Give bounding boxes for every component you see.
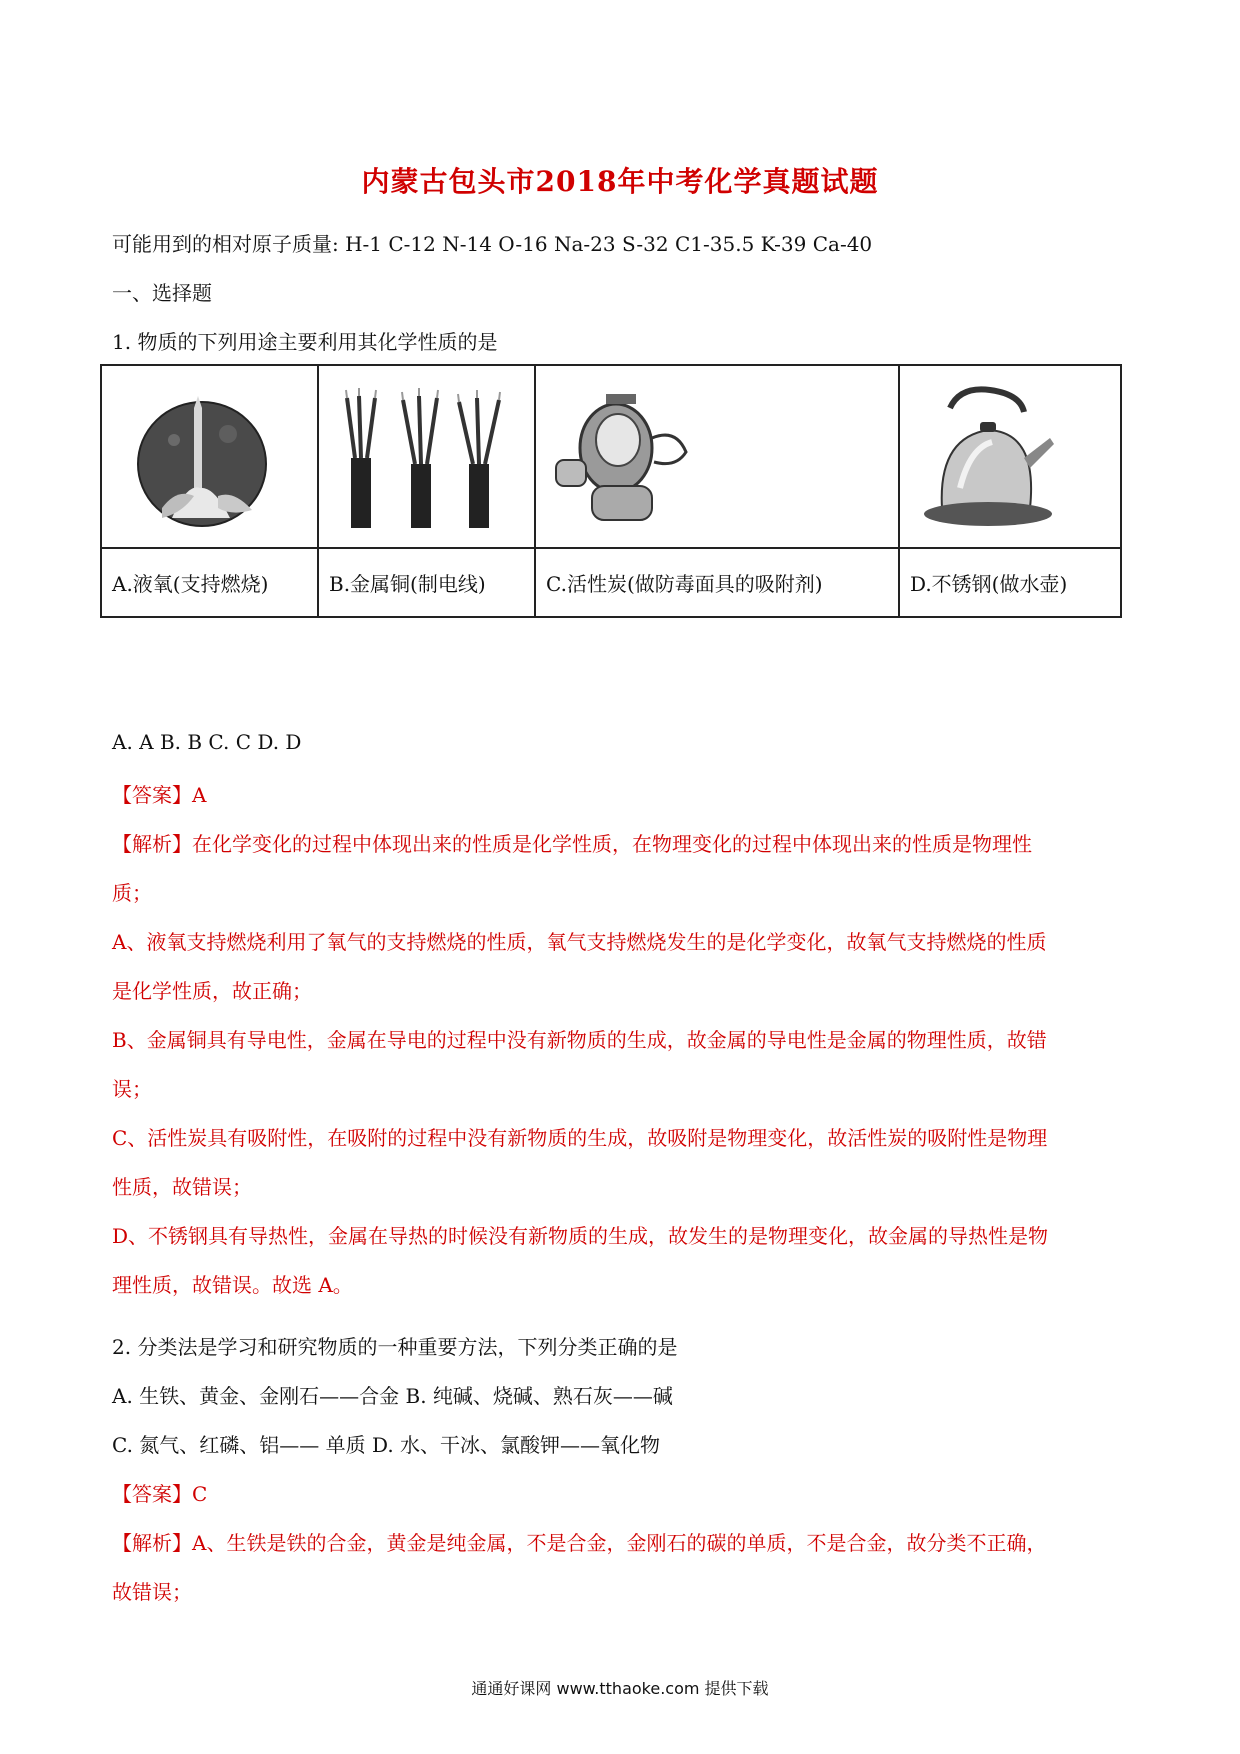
question-1-stem: 1. 物质的下列用途主要利用其化学性质的是 xyxy=(112,330,498,354)
question-1-options-table xyxy=(100,364,1122,618)
question-2-options-line: A. 生铁、黄金、金刚石——合金 B. 纯碱、烧碱、熟石灰——碱 xyxy=(112,1384,673,1408)
question-1-analysis-line: 误； xyxy=(112,1077,152,1101)
analysis-text: 在化学变化的过程中体现出来的性质是化学性质，在物理变化的过程中体现出来的性质是物理性 xyxy=(192,832,1032,856)
question-1-answer xyxy=(112,779,206,808)
question-2-analysis-line xyxy=(112,1527,1046,1556)
question-2-answer xyxy=(112,1478,207,1507)
atomic-masses-line: 可能用到的相对原子质量: H-1 C-12 N-14 O-16 Na-23 S-32 C1-35.5 K-39 Ca-40 xyxy=(112,232,873,256)
question-1-analysis-line: 质； xyxy=(112,881,152,905)
question-1-analysis-line: 理性质，故错误。故选 A。 xyxy=(112,1273,353,1297)
copper-cable-image xyxy=(318,365,535,548)
page-footer: 通通好课网 www.tthaoke.com 提供下载 xyxy=(471,1679,769,1698)
analysis-tag: 【解析】 xyxy=(112,832,192,856)
kettle-image xyxy=(899,365,1121,548)
option-a-caption: A.液氧(支持燃烧) xyxy=(101,548,318,617)
answer-tag: 【答案】 xyxy=(112,783,192,807)
question-1-choices: A. A B. B C. C D. D xyxy=(112,730,302,754)
option-b-caption: B.金属铜(制电线) xyxy=(318,548,535,617)
question-2-options-line: C. 氮气、红磷、铝—— 单质 D. 水、干冰、氯酸钾——氧化物 xyxy=(112,1433,661,1457)
option-c-caption: C.活性炭(做防毒面具的吸附剂) xyxy=(535,548,899,617)
question-2-stem: 2. 分类法是学习和研究物质的一种重要方法，下列分类正确的是 xyxy=(112,1335,678,1359)
question-1-analysis-line: D、不锈钢具有导热性，金属在导热的时候没有新物质的生成，故发生的是物理变化，故金属的导热性是物 xyxy=(112,1224,1049,1248)
answer-tag: 【答案】 xyxy=(112,1482,192,1506)
question-2-analysis-line: 故错误； xyxy=(112,1580,192,1604)
rocket-launch-image xyxy=(101,365,318,548)
answer-value: C xyxy=(192,1482,208,1506)
question-1-analysis-line xyxy=(112,828,1032,857)
option-d-caption: D.不锈钢(做水壶) xyxy=(899,548,1121,617)
question-1-analysis-line: A、液氧支持燃烧利用了氧气的支持燃烧的性质，氧气支持燃烧发生的是化学变化，故氧气支持燃烧的性质 xyxy=(112,930,1047,954)
question-1-analysis-line: 性质，故错误； xyxy=(112,1175,252,1199)
page-title: 内蒙古包头市2018年中考化学真题试题 xyxy=(361,165,879,198)
analysis-tag: 【解析】 xyxy=(112,1531,192,1555)
answer-value: A xyxy=(192,783,207,807)
question-1-analysis-line: 是化学性质，故正确； xyxy=(112,979,312,1003)
question-1-analysis-line: C、活性炭具有吸附性，在吸附的过程中没有新物质的生成，故吸附是物理变化，故活性炭的吸附性是物理 xyxy=(112,1126,1048,1150)
section-heading: 一、选择题 xyxy=(112,281,212,305)
gas-mask-image xyxy=(535,365,899,548)
analysis-text: A、生铁是铁的合金，黄金是纯金属，不是合金，金刚石的碳的单质，不是合金，故分类不正确， xyxy=(192,1531,1047,1555)
question-1-analysis-line: B、金属铜具有导电性，金属在导电的过程中没有新物质的生成，故金属的导电性是金属的物理性质，故错 xyxy=(112,1028,1047,1052)
